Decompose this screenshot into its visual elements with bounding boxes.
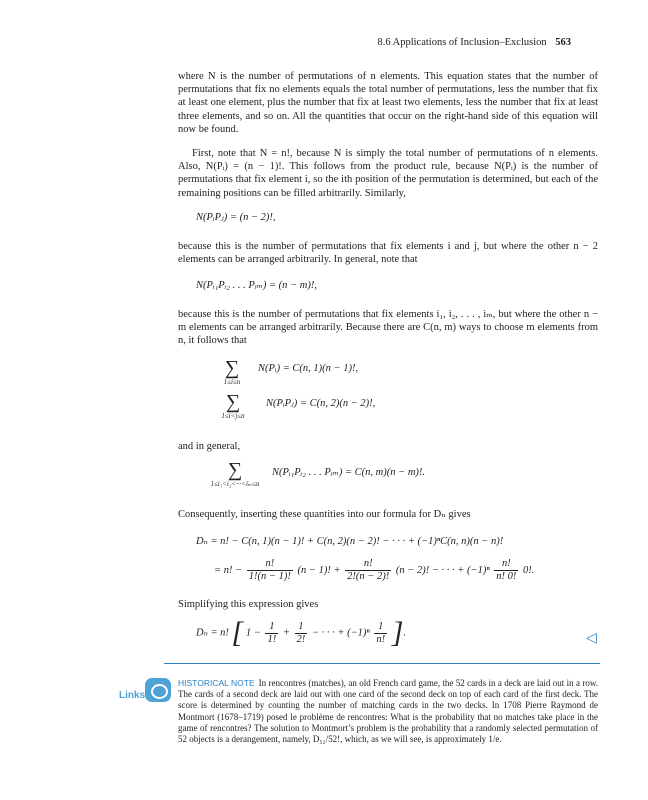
links-label: Links: [119, 690, 146, 701]
sigma-symbol: ∑: [224, 357, 240, 379]
sum-pair: [204, 392, 262, 420]
section-title: 8.6 Applications of Inclusion–Exclusion: [377, 37, 547, 48]
formula-term: − · · · + (−1)ⁿ: [311, 627, 370, 639]
fraction: $\frac{1}{1!}$: [267, 620, 277, 645]
links-badge[interactable]: [119, 678, 173, 704]
paragraph-2: First, note that N = n!, because N is simply the total number of permutations of n elements. Also, N(Pᵢ) = (n − 1)!. This follows from the product rule, because N(Pᵢ) is the number of permutations that fix element i, so the ith position of the permutation is determined, but each of the remaining positions can be filled arbitrarily. Similarly,: [178, 148, 598, 199]
sum-single-rhs: N(Pᵢ) = C(n, 1)(n − 1)!,: [258, 363, 359, 374]
open-bracket: [: [231, 616, 244, 649]
paragraph-1: where N is the number of permutations of n elements. This equation states that the number of permutations that fix no elements equals the total number of permutations, less the number that fix at least one element, plus the number that fix at least two elements, less the number that fix at least three elements, and so on. All the quantities that occur on the right-hand side of this equation will now be found.: [178, 71, 598, 135]
sum-general-rhs: N(Pᵢ₁Pᵢ₂ . . . Pᵢₘ) = C(n, m)(n − m)!.: [272, 467, 426, 478]
paragraph-6: Consequently, inserting these quantities into our formula for Dₙ gives: [178, 509, 471, 520]
sum-general: [192, 460, 278, 488]
page-number: 563: [555, 37, 571, 48]
sum-single: [206, 358, 258, 386]
sum-index: 1≤i≤n: [223, 378, 241, 386]
formula-lead: Dₙ = n!: [196, 627, 229, 639]
sum-pair-rhs: N(PᵢPⱼ) = C(n, 2)(n − 2)!,: [266, 398, 376, 409]
equation-m-fixed: N(Pᵢ₁Pᵢ₂ . . . Pᵢₘ) = (n − m)!,: [196, 280, 317, 291]
end-of-example-icon: ◁: [586, 631, 597, 646]
historical-note-label: HISTORICAL NOTE: [178, 678, 255, 688]
running-header: [0, 37, 571, 48]
paragraph-3: because this is the number of permutations that fix elements i and j, but where the other n − 2 elements can be arranged arbitrarily. In general, note that: [178, 241, 598, 266]
formula-term: 0!.: [523, 564, 535, 576]
fraction: $\frac{1}{n!}$: [376, 620, 386, 645]
historical-note: [178, 678, 598, 745]
sigma-symbol: ∑: [227, 459, 243, 481]
formula-term: 1 −: [245, 627, 261, 639]
fraction: $\frac{n!}{2!(n - 2)!}$: [347, 558, 390, 582]
formula-term: (n − 2)! − · · · + (−1)ⁿ: [395, 564, 490, 576]
fraction: $\frac{1}{2!}$: [296, 620, 306, 645]
fraction: $\frac{n!}{1!(n - 1)!}$: [248, 558, 291, 582]
formula-term: +: [282, 627, 290, 639]
section-divider: [164, 663, 600, 664]
derangement-formula-1: Dₙ = n! − C(n, 1)(n − 1)! + C(n, 2)(n − 2)! − · · · + (−1)ⁿC(n, n)(n − n)!: [196, 536, 504, 547]
fraction: $\frac{n!}{n! 0!}$: [496, 558, 517, 582]
paragraph-7: Simplifying this expression gives: [178, 599, 319, 610]
link-icon: [145, 678, 171, 702]
formula-term: (n − 1)! +: [297, 564, 341, 576]
close-bracket: ]: [391, 616, 404, 649]
paragraph-5: and in general,: [178, 441, 241, 452]
sum-index: 1≤i<j≤n: [221, 412, 245, 420]
historical-note-text: In rencontres (matches), an old French card game, the 52 cards in a deck are laid out in a row. The cards of a second deck are laid out with one card of the second deck on top of each card of the first deck. The score is determined by counting the number of matching cards in the two decks. In 1708 Pierre Raymond de Montmort (1678–1719) posed le problème de rencontres: What is the probability that no matches take place in the game of rencontres? The solution to Montmort’s problem is the probability that a randomly selected permutation of 52 objects is a derangement, namely, D₅₂/52!, which, as we will see, is approximately 1/e.: [178, 678, 598, 745]
derangement-formula-2: [214, 558, 534, 583]
sum-index: 1≤i₁<i₂<···<iₘ≤n: [210, 480, 260, 488]
paragraph-4: because this is the number of permutations that fix elements i₁, i₂, . . . , iₘ, but where the other n − m elements can be arranged arbitrarily. Because there are C(n, m) ways to choose m elements from n, it follows that: [178, 309, 598, 347]
formula-lead: = n! −: [214, 564, 243, 576]
derangement-formula-3: [196, 618, 406, 648]
equation-pair-fixed: N(PᵢPⱼ) = (n − 2)!,: [196, 212, 276, 223]
sigma-symbol: ∑: [225, 391, 241, 413]
formula-end: .: [403, 627, 407, 639]
